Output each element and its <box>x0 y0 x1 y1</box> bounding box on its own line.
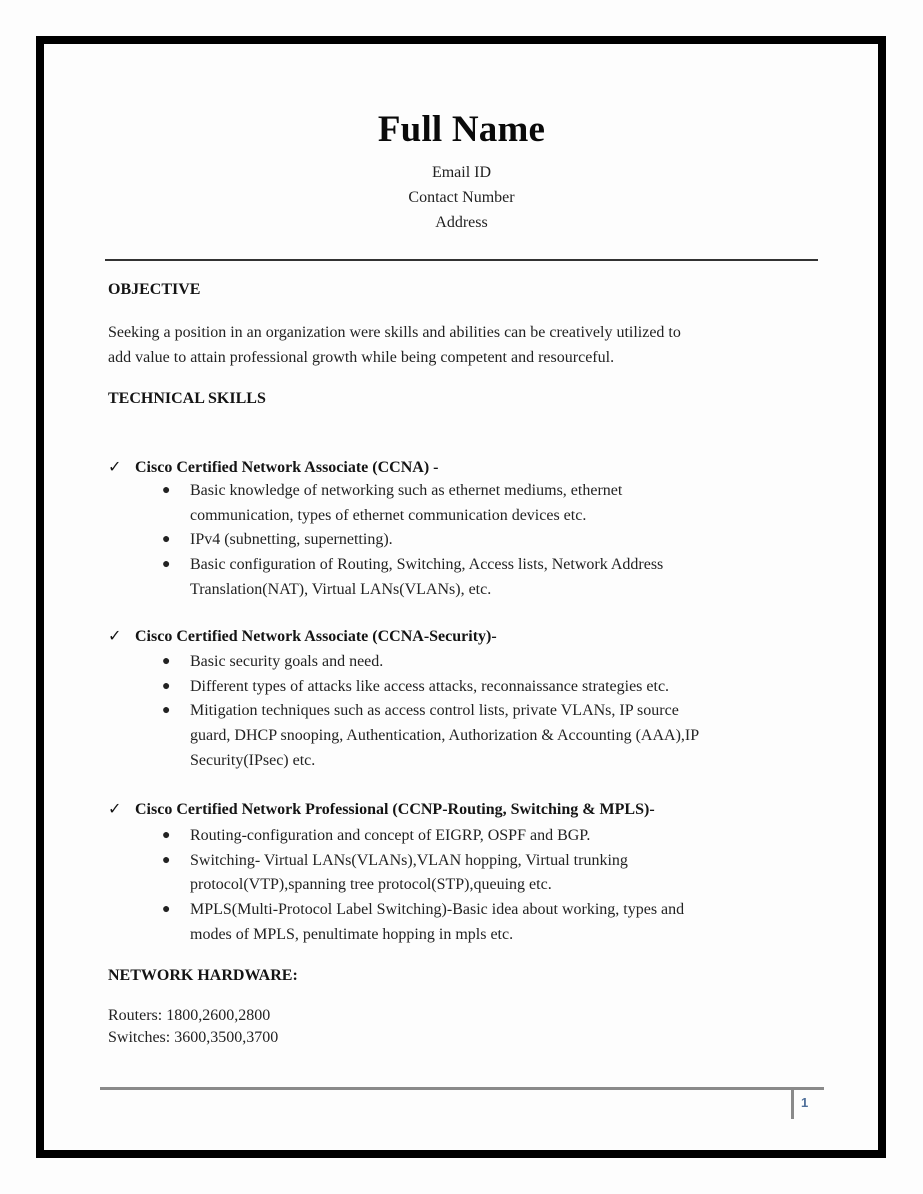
certification-title: Cisco Certified Network Professional (CCNP-Routing, Switching & MPLS)- <box>135 801 655 818</box>
list-item: ● Basic configuration of Routing, Switching, Access lists, Network Address Translation(NAT), Virtual LANs(VLANs), etc. <box>160 553 800 602</box>
bullet-icon: ● <box>162 557 171 573</box>
footer-divider <box>100 1087 824 1090</box>
list-item: ● Different types of attacks like access attacks, reconnaissance strategies etc. <box>160 675 800 700</box>
list-item: ● MPLS(Multi-Protocol Label Switching)-Basic idea about working, types and modes of MPLS, penultimate hopping in mpls etc. <box>160 898 800 947</box>
page-number: 1 <box>801 1095 809 1110</box>
bullet-icon: ● <box>162 678 171 694</box>
objective-line-2: add value to attain professional growth while being competent and resourceful. <box>108 348 615 366</box>
list-item: ● IPv4 (subnetting, supernetting). <box>160 528 800 553</box>
certification-ccnp <box>108 799 655 819</box>
list-item: ● Routing-configuration and concept of EIGRP, OSPF and BGP. <box>160 824 800 849</box>
bullet-icon: ● <box>162 828 171 843</box>
objective-text <box>108 321 818 370</box>
routers-line: Routers: 1800,2600,2800 <box>108 1007 271 1024</box>
bullet-icon: ● <box>162 654 171 669</box>
check-icon: ✓ <box>108 459 122 476</box>
certification-ccna-security <box>108 626 497 646</box>
objective-line-1: Seeking a position in an organization were skills and abilities can be creatively utilized to <box>108 324 681 341</box>
objective-heading: OBJECTIVE <box>108 281 201 298</box>
network-hardware-heading: NETWORK HARDWARE: <box>108 967 298 984</box>
ccnp-skill-list <box>160 824 800 948</box>
bullet-icon: ● <box>162 532 171 548</box>
list-item: ● Switching- Virtual LANs(VLANs),VLAN hopping, Virtual trunking protocol(VTP),spanning tree protocol(STP),queuing etc. <box>160 849 800 898</box>
check-icon: ✓ <box>108 628 122 645</box>
certification-ccna <box>108 457 438 477</box>
certification-title: Cisco Certified Network Associate (CCNA) - <box>135 459 439 476</box>
technical-skills-heading: TECHNICAL SKILLS <box>108 390 266 407</box>
check-icon: ✓ <box>108 801 122 818</box>
list-item: ● Basic knowledge of networking such as ethernet mediums, ethernet communication, types of ethernet communication devices etc. <box>160 479 800 528</box>
bullet-icon: ● <box>162 703 171 719</box>
full-name-title: Full Name <box>377 109 546 150</box>
bullet-icon: ● <box>162 483 171 498</box>
email-line: Email ID <box>431 164 492 181</box>
certification-title: Cisco Certified Network Associate (CCNA-Security)- <box>135 628 497 645</box>
address-line: Address <box>435 214 488 231</box>
switches-line: Switches: 3600,3500,3700 <box>108 1029 279 1046</box>
ccna-security-skill-list <box>160 650 800 774</box>
list-item: ● Basic security goals and need. <box>160 650 800 675</box>
header-divider <box>105 259 818 261</box>
bullet-icon: ● <box>162 902 171 918</box>
list-item: ● Mitigation techniques such as access control lists, private VLANs, IP source guard, DHCP snooping, Authentication, Authorization & Accounting (AAA),IP Security(IPsec) etc. <box>160 699 800 773</box>
bullet-icon: ● <box>162 852 171 868</box>
footer-page-separator <box>791 1088 794 1119</box>
ccna-skill-list <box>160 479 800 603</box>
contact-number-line: Contact Number <box>408 189 515 206</box>
